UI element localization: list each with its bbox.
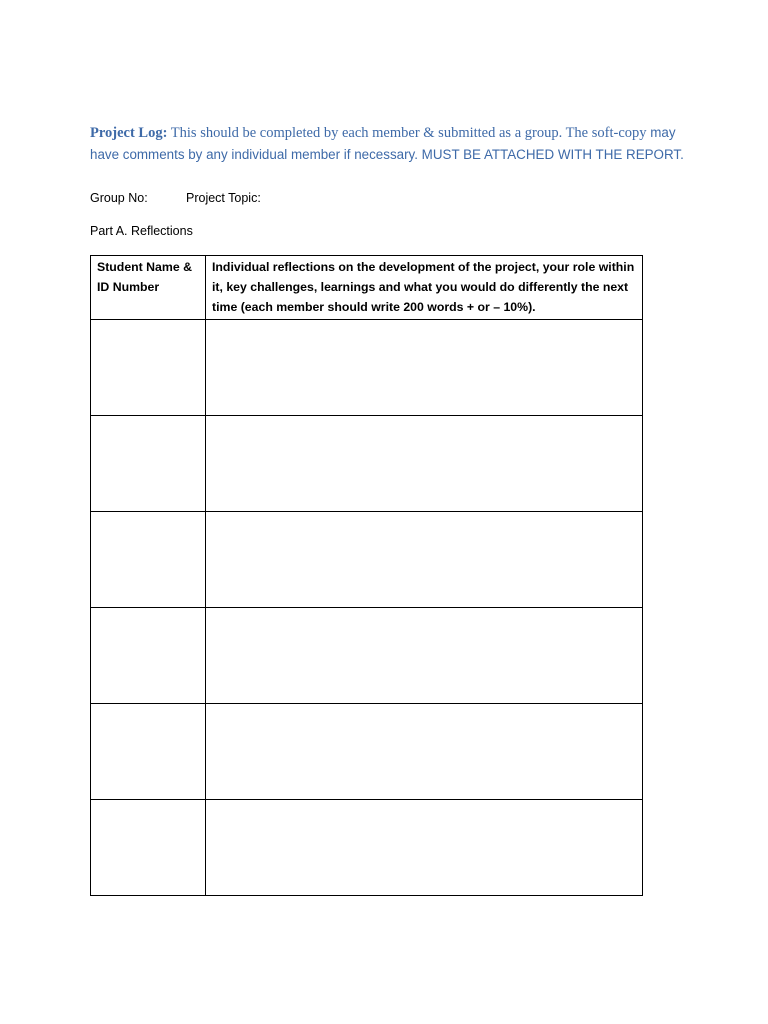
table-row [91,704,643,800]
student-name-id-cell[interactable] [91,416,206,512]
project-log-lead-text: This should be completed by each member & submitted as a group. The soft-copy [167,125,647,141]
reflection-cell[interactable] [206,416,643,512]
table-header-row [91,256,643,320]
project-log-rest-text: may have comments by any individual member if necessary. MUST BE ATTACHED WITH THE REPORT. [90,125,684,162]
student-name-id-header: Student Name & ID Number [91,256,206,320]
reflection-cell[interactable] [206,704,643,800]
student-name-id-cell[interactable] [91,320,206,416]
reflection-cell[interactable] [206,608,643,704]
part-a-heading: Part A. Reflections [90,224,193,238]
student-name-id-cell[interactable] [91,800,206,896]
reflections-table [90,255,643,896]
group-no-label: Group No: [90,191,148,205]
table-row [91,608,643,704]
group-meta-row [90,188,261,208]
reflection-cell[interactable] [206,512,643,608]
table-row [91,800,643,896]
table-row [91,416,643,512]
reflection-cell[interactable] [206,800,643,896]
project-log-label: Project Log: [90,125,168,141]
student-name-id-cell[interactable] [91,608,206,704]
project-log-intro [90,122,705,166]
project-topic-label: Project Topic: [186,191,261,205]
table-row [91,512,643,608]
individual-reflections-header: Individual reflections on the development of the project, your role within it, key challenges, learnings and what you would do differently the next time (each member should write 200 words + or – 10%). [206,256,643,320]
reflection-cell[interactable] [206,320,643,416]
student-name-id-cell[interactable] [91,512,206,608]
student-name-id-cell[interactable] [91,704,206,800]
table-row [91,320,643,416]
